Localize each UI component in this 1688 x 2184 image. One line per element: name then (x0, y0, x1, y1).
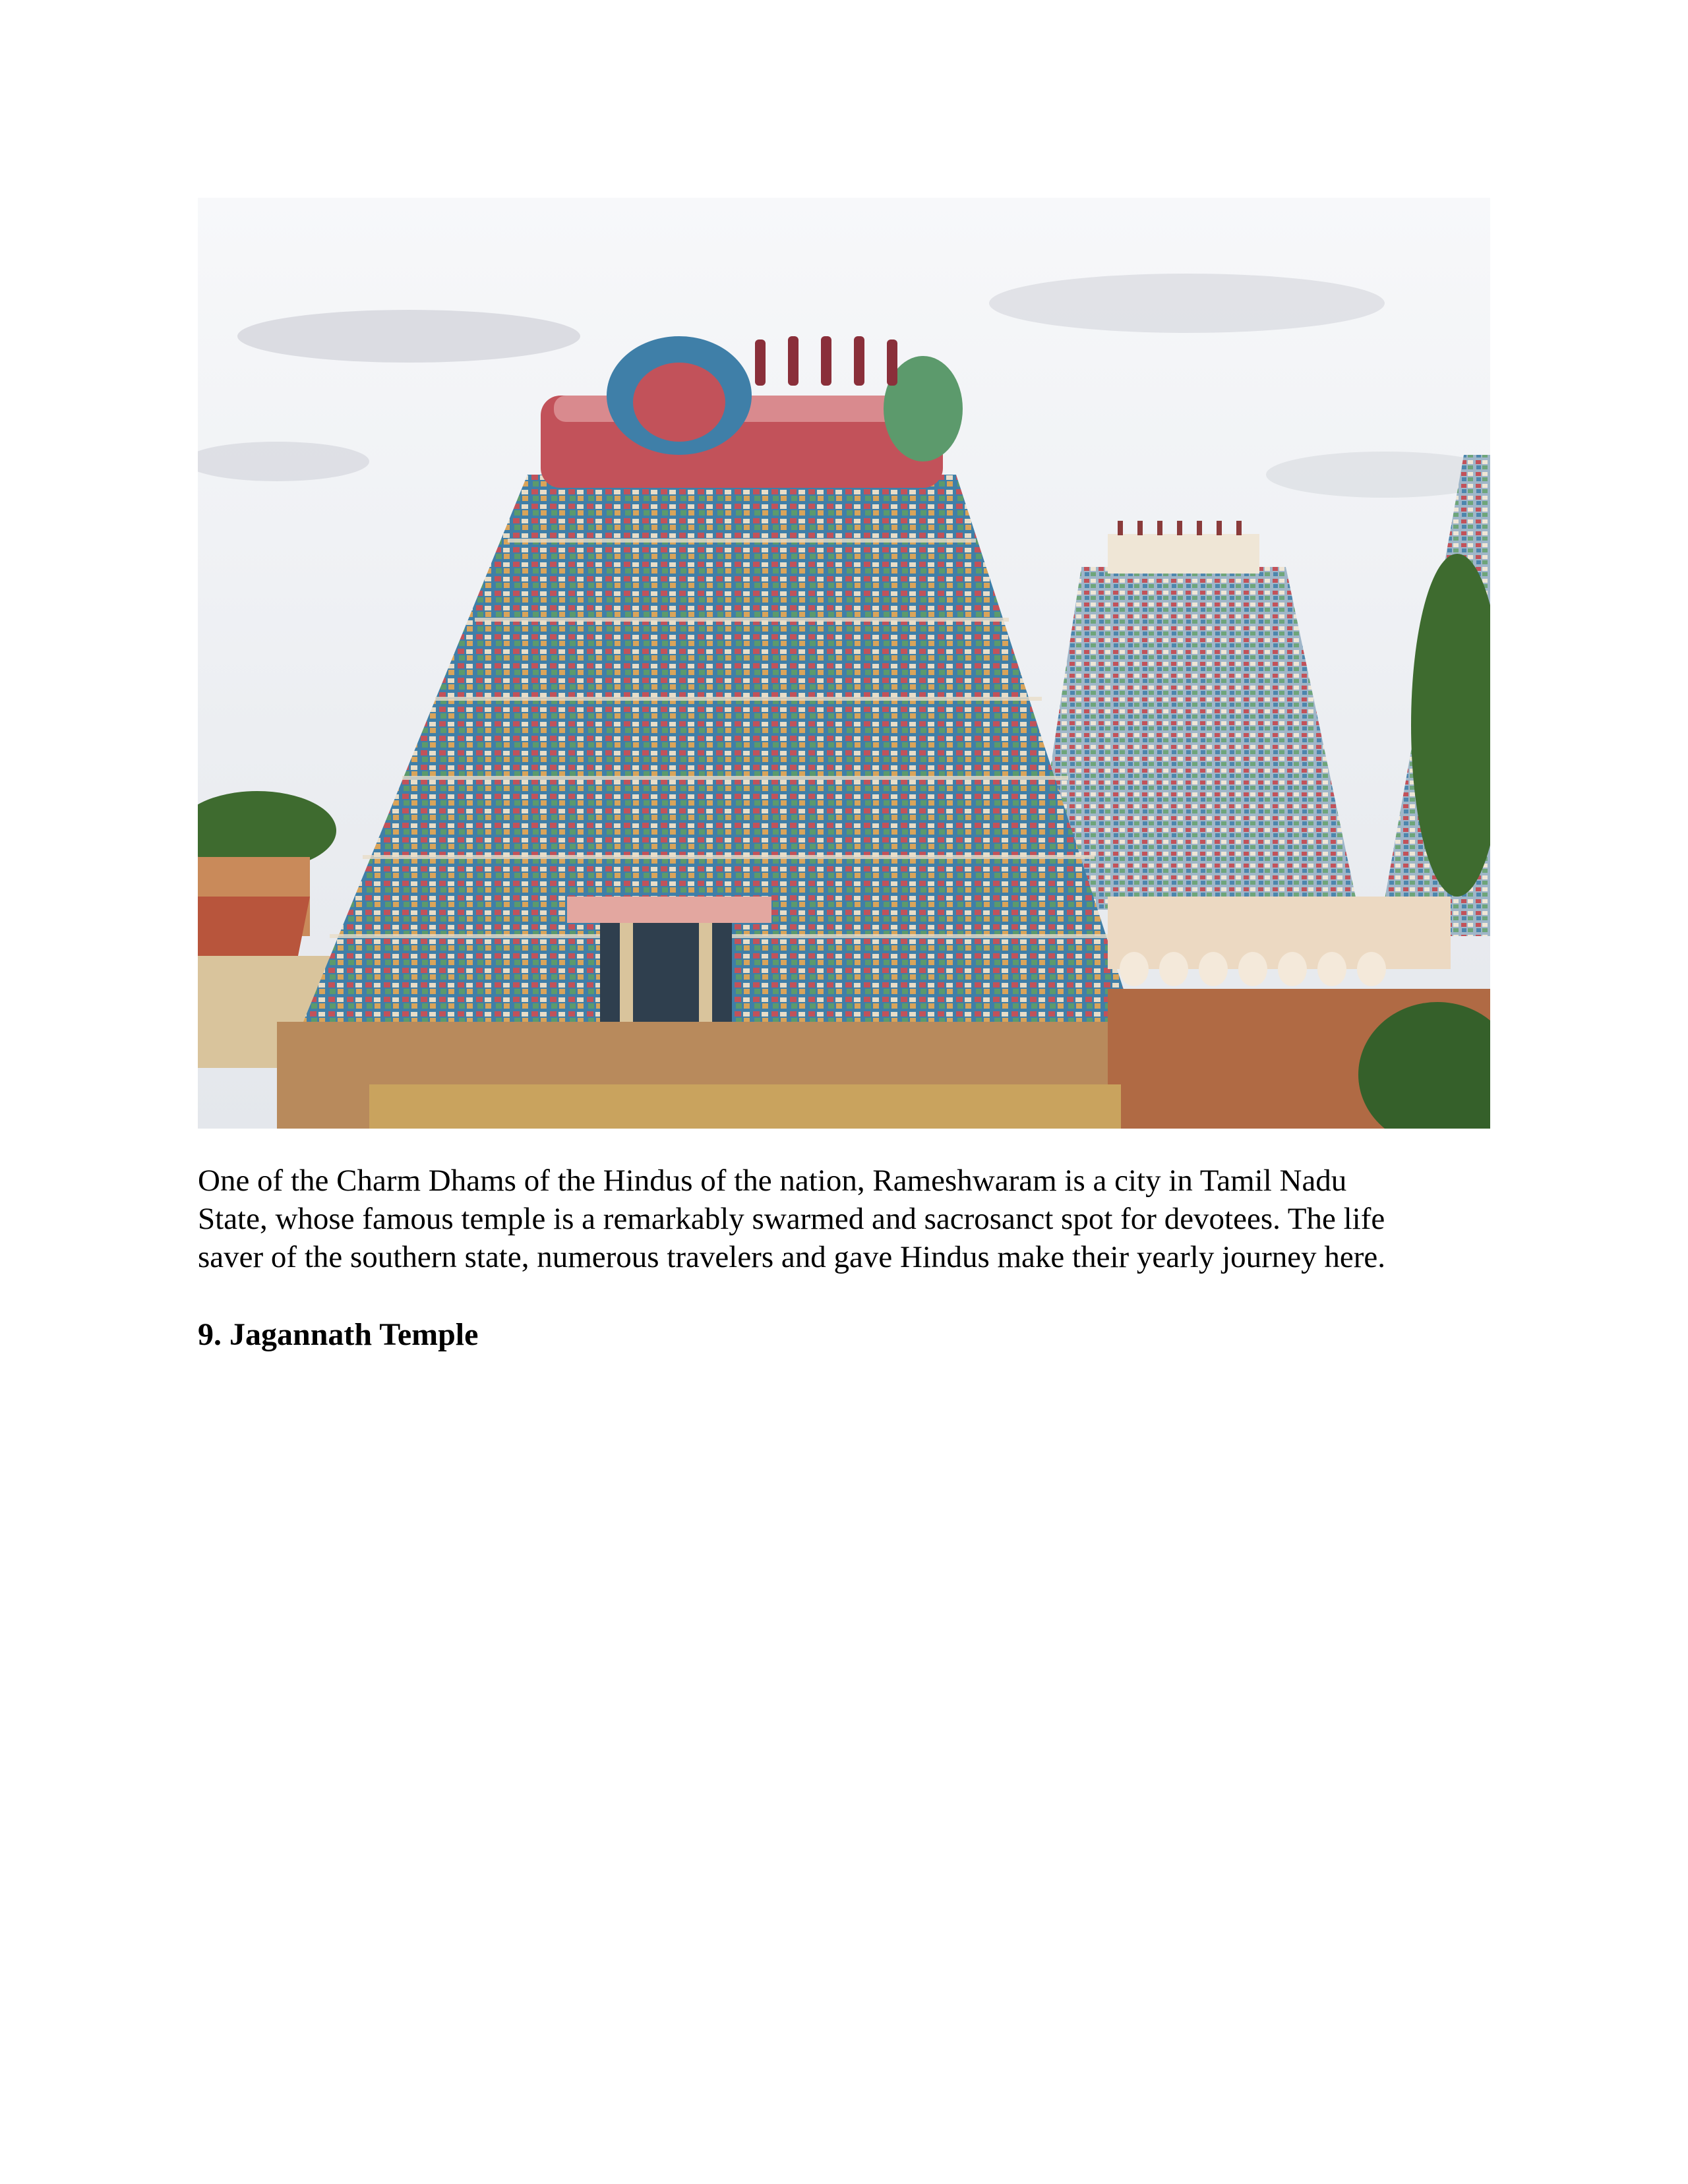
paragraph-line: State, whose famous temple is a remarkably swarmed and sacrosanct spot for devotees. The life (198, 1202, 1385, 1236)
paragraph-line: One of the Charm Dhams of the Hindus of the nation, Rameshwaram is a city in Tamil Nadu (198, 1164, 1347, 1198)
paragraph-line: saver of the southern state, numerous travelers and gave Hindus make their yearly journey here. (198, 1240, 1386, 1274)
body-paragraph (198, 1162, 1497, 1276)
section-heading: 9. Jagannath Temple (198, 1317, 479, 1352)
temple-gopuram-photo (198, 198, 1490, 1129)
